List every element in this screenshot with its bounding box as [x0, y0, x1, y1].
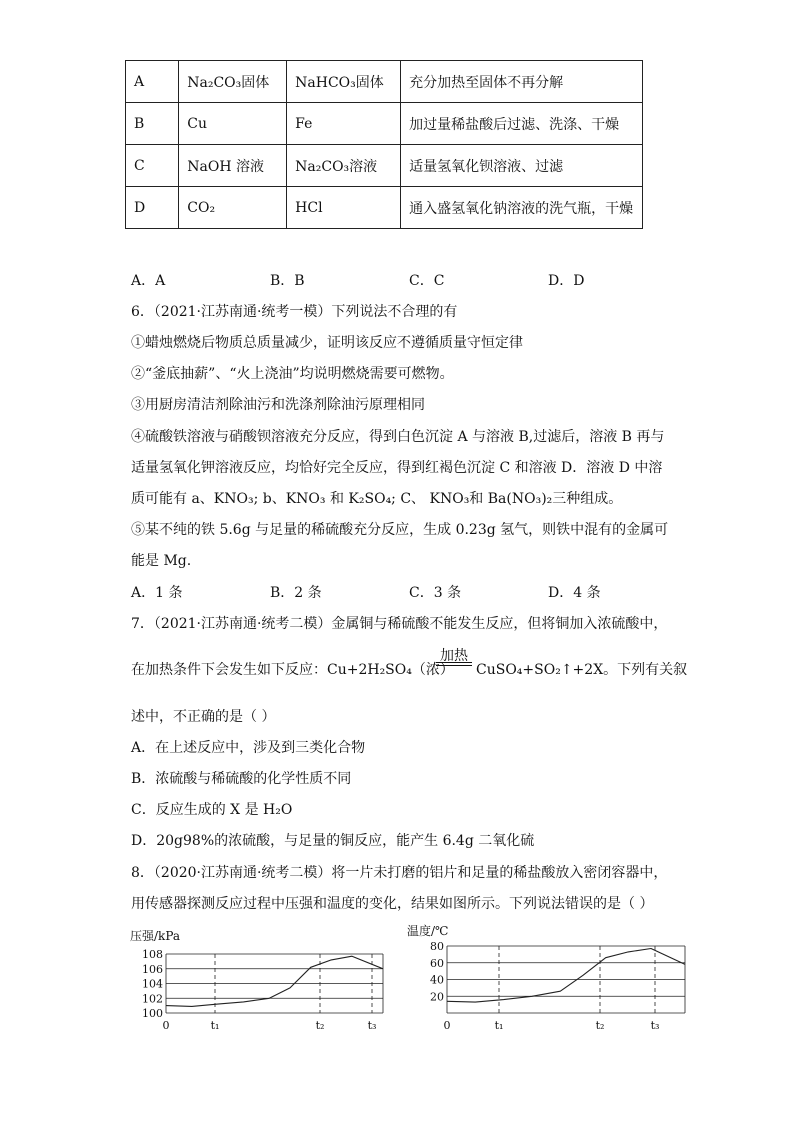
x-tick-label: 0: [162, 1019, 170, 1032]
table-cell-option: D: [126, 187, 179, 229]
q7-stem: 7．（2021·江苏南通·统考二模）金属铜与稀硫酸不能发生反应，但将铜加入浓硫酸中，: [131, 616, 668, 632]
q7-equation-left: 在加热条件下会发生如下反应：Cu+2H₂SO₄（浓）: [131, 662, 454, 678]
q7-stem-end: 述中，不正确的是（ ）: [131, 709, 276, 725]
q5-choice-d[interactable]: D．D: [548, 273, 585, 289]
y-axis-label: 压强/kPa: [130, 929, 181, 943]
table-cell-impurity: Fe: [287, 103, 401, 145]
q7-equation-right: CuSO₄+SO₂↑+2X。下列有关叙: [476, 662, 688, 678]
y-tick-label: 40: [430, 973, 444, 987]
y-axis-label: 温度/℃: [407, 924, 449, 938]
q7-choice-c[interactable]: C．反应生成的 X 是 H₂O: [131, 802, 293, 818]
table-cell-method: 通入盛氢氧化钠溶液的洗气瓶，干燥: [401, 187, 643, 229]
q6-item-3: ③用厨房清洁剂除油污和洗涤剂除油污原理相同: [131, 397, 425, 413]
q6-item-1: ①蜡烛燃烧后物质总质量减少，证明该反应不遵循质量守恒定律: [131, 335, 523, 351]
temperature-chart: [405, 921, 687, 1039]
series-line: [447, 949, 685, 1003]
y-tick-label: 100: [142, 1007, 163, 1020]
q7-choice-a[interactable]: A．在上述反应中，涉及到三类化合物: [131, 740, 366, 756]
table-cell-option: B: [126, 103, 179, 145]
q5-choice-b[interactable]: B．B: [270, 273, 305, 289]
q7-reaction-condition: 加热: [440, 648, 468, 664]
x-tick-label: t₂: [315, 1019, 325, 1032]
table-cell-method: 适量氢氧化钡溶液、过滤: [401, 145, 643, 187]
y-tick-label: 106: [142, 962, 163, 976]
q7-choice-d[interactable]: D．20g98%的浓硫酸，与足量的铜反应，能产生 6.4g 二氧化硫: [131, 833, 535, 849]
table-row: [126, 145, 643, 187]
q6-item-2: ②“釜底抽薪”、“火上浇油”均说明燃烧需要可燃物。: [131, 366, 454, 382]
series-line: [166, 956, 383, 1006]
q6-item-4a: ④硫酸铁溶液与硝酸钡溶液充分反应，得到白色沉淀 A 与溶液 B,过滤后，溶液 B 再与: [131, 429, 665, 445]
q8-stem-line1: 8．（2020·江苏南通·统考二模）将一片未打磨的铝片和足量的稀盐酸放入密闭容器中，: [131, 865, 668, 881]
q5-choice-c[interactable]: C．C: [409, 273, 445, 289]
y-tick-label: 20: [430, 990, 444, 1004]
q6-item-4b: 适量氢氧化钾溶液反应，均恰好完全反应，得到红褐色沉淀 C 和溶液 D．溶液 D 中溶: [131, 460, 663, 476]
table-cell-impurity: NaHCO₃固体: [287, 61, 401, 103]
x-tick-label: t₃: [650, 1019, 660, 1032]
table-cell-substance: NaOH 溶液: [179, 145, 287, 187]
y-tick-label: 104: [142, 977, 163, 991]
table-cell-option: C: [126, 145, 179, 187]
table-row: [126, 61, 643, 103]
q6-choice-d[interactable]: D．4 条: [548, 585, 601, 601]
table-cell-impurity: HCl: [287, 187, 401, 229]
x-tick-label: 0: [443, 1019, 451, 1032]
y-tick-label: 108: [142, 948, 163, 961]
y-tick-label: 102: [142, 992, 163, 1006]
options-table: [125, 60, 643, 229]
q6-choice-b[interactable]: B．2 条: [270, 585, 322, 601]
table-cell-substance: CO₂: [179, 187, 287, 229]
y-tick-label: 60: [430, 956, 444, 970]
q5-choice-a[interactable]: A．A: [131, 273, 166, 289]
table-row: [126, 103, 643, 145]
q7-equals-bar-bottom: [436, 665, 472, 666]
table-cell-method: 充分加热至固体不再分解: [401, 61, 643, 103]
table-cell-substance: Cu: [179, 103, 287, 145]
table-cell-substance: Na₂CO₃固体: [179, 61, 287, 103]
pressure-chart: [128, 924, 390, 1040]
q6-item-5b: 能是 Mg.: [131, 553, 192, 569]
q8-stem-line2: 用传感器探测反应过程中压强和温度的变化，结果如图所示。下列说法错误的是（ ）: [131, 896, 654, 912]
table-cell-option: A: [126, 61, 179, 103]
q6-item-4c: 质可能有 a、KNO₃; b、KNO₃ 和 K₂SO₄; C、 KNO₃和 Ba(NO₃)₂三种组成。: [131, 491, 623, 507]
x-tick-label: t₁: [210, 1019, 220, 1032]
table-cell-impurity: Na₂CO₃溶液: [287, 145, 401, 187]
table-row: [126, 187, 643, 229]
y-tick-label: 80: [430, 940, 444, 953]
table-cell-method: 加过量稀盐酸后过滤、洗涤、干燥: [401, 103, 643, 145]
x-tick-label: t₂: [595, 1019, 605, 1032]
q7-equals-bar-top: [436, 662, 472, 663]
x-tick-label: t₁: [494, 1019, 504, 1032]
q6-item-5a: ⑤某不纯的铁 5.6g 与足量的稀硫酸充分反应，生成 0.23g 氢气，则铁中混有的金属可: [131, 522, 669, 538]
x-tick-label: t₃: [367, 1019, 377, 1032]
q7-choice-b[interactable]: B．浓硫酸与稀硫酸的化学性质不同: [131, 771, 352, 787]
q6-choice-a[interactable]: A．1 条: [131, 585, 183, 601]
q6-stem: 6．（2021·江苏南通·统考一模）下列说法不合理的有: [131, 304, 458, 320]
q6-choice-c[interactable]: C．3 条: [409, 585, 462, 601]
